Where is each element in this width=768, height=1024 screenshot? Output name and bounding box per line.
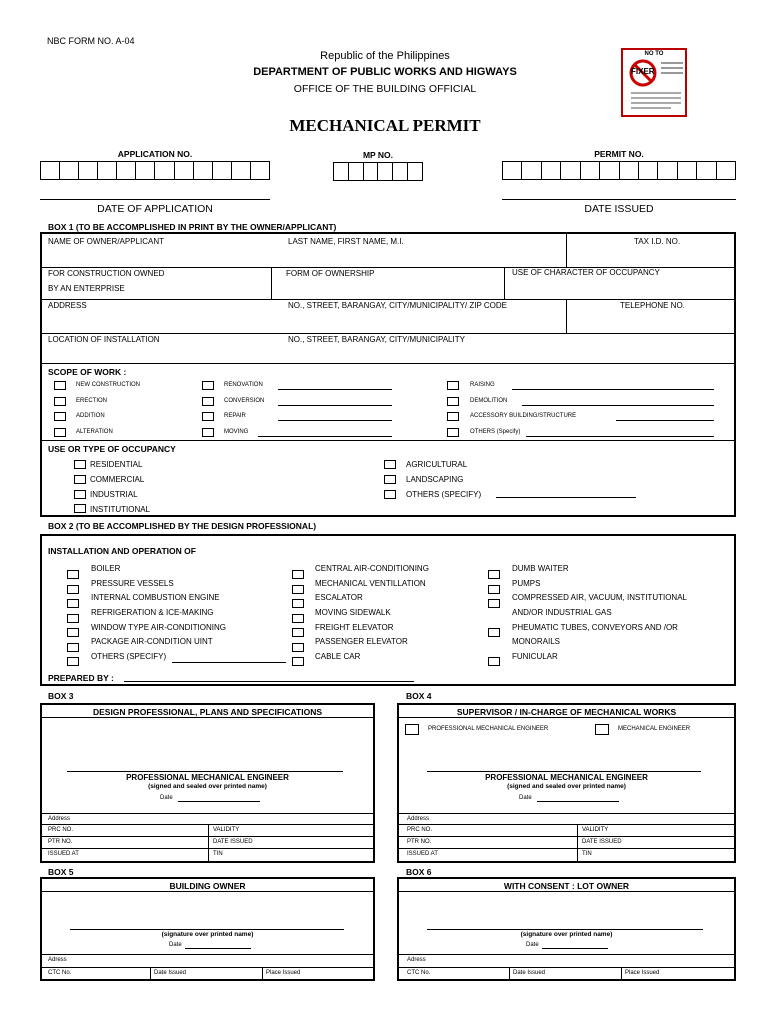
box4-prc-label: PRC NO. — [407, 827, 433, 833]
box4-label: BOX 4 — [406, 691, 432, 701]
box4-validity-label: VALIDITY — [582, 827, 609, 833]
box4-sig-title: PROFESSIONAL MECHANICAL ENGINEER — [485, 773, 648, 782]
logo-word: FIXER — [631, 67, 655, 76]
checkbox-pumps[interactable] — [488, 585, 500, 594]
scope-raising: RAISING — [470, 382, 495, 388]
form-number: NBC FORM NO. A-04 — [47, 36, 135, 46]
office-line: OFFICE OF THE BUILDING OFFICIAL — [293, 83, 477, 95]
box4-heading: SUPERVISOR / IN-CHARGE OF MECHANICAL WORKS — [456, 707, 677, 717]
scope-new-construction: NEW CONSTRUCTION — [76, 382, 140, 388]
box4-issued-at-label: ISSUED AT — [407, 851, 438, 857]
scope-others-line[interactable] — [526, 436, 714, 437]
box3-tin-label: TIN — [213, 851, 223, 857]
prepared-by-line[interactable] — [124, 681, 414, 682]
address-format-label: NO., STREET, BARANGAY, CITY/MUNICIPALITY/ ZIP CODE — [288, 301, 508, 310]
occ-industrial: INDUSTRIAL — [90, 490, 138, 499]
checkbox-dumb-waiter[interactable] — [488, 570, 500, 579]
box6-date-line[interactable] — [542, 948, 608, 949]
box5-signature-line[interactable] — [70, 929, 344, 930]
install-pumps: PUMPS — [512, 579, 541, 588]
box6-sig-sub: (signature over printed name) — [520, 931, 613, 938]
box3-heading: DESIGN PROFESSIONAL, PLANS AND SPECIFICATIONS — [92, 707, 323, 717]
box5-label: BOX 5 — [48, 867, 74, 877]
occ-agricultural: AGRICULTURAL — [406, 460, 468, 469]
form-ownership-label: FORM OF OWNERSHIP — [286, 269, 375, 278]
checkbox-occ-others[interactable] — [384, 490, 396, 499]
republic-line: Republic of the Philippines — [320, 50, 450, 62]
checkbox-professional-me[interactable] — [405, 724, 419, 735]
box6-label: BOX 6 — [406, 867, 432, 877]
scope-addition: ADDITION — [76, 413, 105, 419]
repair-line[interactable] — [278, 420, 392, 421]
box5-address-label: Adress — [48, 957, 67, 963]
install-funicular: FUNICULAR — [512, 652, 558, 661]
install-central-aircon: CENTRAL AIR-CONDITIONING — [315, 564, 429, 573]
scope-repair: REPAIR — [224, 413, 246, 419]
box5-place-issued-label: Place Issued — [266, 970, 301, 976]
checkbox-renovation[interactable] — [202, 381, 214, 390]
box4-date-issued-label: DATE ISSUED — [582, 839, 622, 845]
checkbox-pneumatic-tubes[interactable] — [488, 628, 500, 637]
install-monorails: MONORAILS — [512, 637, 561, 646]
box5-date-line[interactable] — [185, 948, 251, 949]
occupancy-heading: USE OR TYPE OF OCCUPANCY — [48, 444, 176, 454]
box6-heading: WITH CONSENT : LOT OWNER — [503, 881, 630, 891]
box3-date-label: Date — [160, 795, 173, 801]
department-line: DEPARTMENT OF PUBLIC WORKS AND HIGWAYS — [253, 66, 517, 78]
box3-address-label: Address — [48, 816, 71, 822]
scope-accessory: ACCESSORY BUILDING/STRUCTURE — [470, 413, 577, 419]
box3-date-issued-label: DATE ISSUED — [213, 839, 253, 845]
date-of-application-line[interactable] — [40, 199, 270, 200]
checkbox-agricultural[interactable] — [384, 460, 396, 469]
box2-heading: BOX 2 (TO BE ACCOMPLISHED BY THE DESIGN PROFESSIONAL) — [48, 521, 317, 531]
permit-no-label: PERMIT NO. — [594, 149, 644, 159]
checkbox-boiler[interactable] — [67, 570, 79, 579]
install-others-line[interactable] — [172, 662, 286, 663]
telephone-label: TELEPHONE NO. — [620, 301, 685, 310]
checkbox-refrigeration[interactable] — [67, 614, 79, 623]
box4-signature-line[interactable] — [427, 771, 701, 772]
checkbox-freight-elevator[interactable] — [292, 628, 304, 637]
checkbox-escalator[interactable] — [292, 599, 304, 608]
raising-line[interactable] — [512, 389, 714, 390]
checkbox-central-aircon[interactable] — [292, 570, 304, 579]
box3-sig-sub: (signed and sealed over printed name) — [148, 783, 267, 790]
page-title: MECHANICAL PERMIT — [289, 116, 481, 135]
checkbox-residential[interactable] — [74, 460, 86, 469]
box3-label: BOX 3 — [48, 691, 74, 701]
box3 — [40, 703, 375, 863]
box5 — [40, 877, 375, 981]
application-no-label: APPLICATION NO. — [117, 149, 193, 159]
date-of-application-label: DATE OF APPLICATION — [97, 203, 213, 215]
box5-date-issued-label: Date Issued — [154, 970, 187, 976]
box4-address-label: Address — [407, 816, 430, 822]
mp-no-field[interactable] — [333, 162, 423, 181]
occ-institutional: INSTITUTIONAL — [90, 505, 151, 514]
moving-line[interactable] — [258, 436, 392, 437]
occ-others: OTHERS (SPECIFY) — [406, 490, 482, 499]
checkbox-addition[interactable] — [54, 412, 66, 421]
occ-landscaping: LANDSCAPING — [406, 475, 464, 484]
mp-no-label: MP NO. — [362, 150, 394, 160]
checkbox-repair[interactable] — [202, 412, 214, 421]
box3-validity-label: VALIDITY — [213, 827, 240, 833]
checkbox-mechanical-ventilation[interactable] — [292, 585, 304, 594]
box3-signature-line[interactable] — [67, 771, 343, 772]
install-pressure-vessels: PRESSURE VESSELS — [91, 579, 174, 588]
box1 — [40, 232, 736, 517]
box5-date-label: Date — [169, 942, 182, 948]
box4-ptr-label: PTR NO. — [407, 839, 432, 845]
box6-place-issued-label: Place Issued — [625, 970, 660, 976]
checkbox-install-others[interactable] — [67, 657, 79, 666]
location-format-label: NO., STREET, BARANGAY, CITY/MUNICIPALITY — [288, 335, 465, 344]
checkbox-institutional[interactable] — [74, 504, 86, 513]
renovation-line[interactable] — [278, 389, 392, 390]
checkbox-alteration[interactable] — [54, 428, 66, 437]
box5-sig-sub: (signature over printed name) — [161, 931, 254, 938]
install-window-aircon: WINDOW TYPE AIR-CONDITIONING — [91, 623, 226, 632]
conversion-line[interactable] — [278, 405, 392, 406]
box3-issued-at-label: ISSUED AT — [48, 851, 79, 857]
box6 — [397, 877, 736, 981]
checkbox-landscaping[interactable] — [384, 475, 396, 484]
box6-signature-line[interactable] — [427, 929, 703, 930]
checkbox-compressed-air[interactable] — [488, 599, 500, 608]
install-moving-sidewalk: MOVING SIDEWALK — [315, 608, 391, 617]
checkbox-window-aircon[interactable] — [67, 628, 79, 637]
scope-demolition: DEMOLITION — [470, 398, 508, 404]
box4-date-line[interactable] — [537, 801, 619, 802]
occ-commercial: COMMERCIAL — [90, 475, 145, 484]
scope-moving: MOVING — [224, 429, 249, 435]
box4-sig-sub: (signed and sealed over printed name) — [507, 783, 626, 790]
installation-heading: INSTALLATION AND OPERATION OF — [48, 546, 196, 556]
box3-sig-title: PROFESSIONAL MECHANICAL ENGINEER — [126, 773, 289, 782]
checkbox-passenger-elevator[interactable] — [292, 643, 304, 652]
box6-date-issued-label: Date Issued — [513, 970, 546, 976]
checkbox-new-construction[interactable] — [54, 381, 66, 390]
box4-tin-label: TIN — [582, 851, 592, 857]
box4-opt1: PROFESSIONAL MECHANICAL ENGINEER — [428, 726, 549, 732]
box3-prc-label: PRC NO. — [48, 827, 74, 833]
box6-address-label: Adress — [407, 957, 426, 963]
checkbox-conversion[interactable] — [202, 397, 214, 406]
scope-heading: SCOPE OF WORK : — [48, 367, 127, 377]
checkbox-erection[interactable] — [54, 397, 66, 406]
checkbox-mechanical-engineer[interactable] — [595, 724, 609, 735]
install-compressed-air: COMPRESSED AIR, VACUUM, INSTITUTIONAL — [512, 593, 687, 602]
box4 — [397, 703, 736, 863]
scope-conversion: CONVERSION — [224, 398, 265, 404]
tax-id-label: TAX I.D. NO. — [634, 237, 681, 246]
location-label: LOCATION OF INSTALLATION — [48, 335, 160, 344]
demolition-line[interactable] — [522, 405, 714, 406]
date-issued-label: DATE ISSUED — [584, 203, 654, 215]
install-industrial-gas: AND/OR INDUSTRIAL GAS — [512, 608, 612, 617]
construction-owned-label: FOR CONSTRUCTION OWNED — [48, 269, 165, 278]
box6-date-label: Date — [526, 942, 539, 948]
install-refrigeration: REFRIGERATION & ICE-MAKING — [91, 608, 214, 617]
scope-erection: ERECTION — [76, 398, 108, 404]
permit-no-field[interactable] — [502, 161, 736, 180]
prepared-by-label: PREPARED BY : — [48, 673, 114, 683]
box4-opt2: MECHANICAL ENGINEER — [618, 726, 691, 732]
checkbox-scope-others[interactable] — [447, 428, 459, 437]
logo-top-text: NO TO — [644, 51, 664, 57]
by-enterprise-label: BY AN ENTERPRISE — [48, 284, 125, 293]
use-character-label: USE OF CHARACTER OF OCCUPANCY — [512, 268, 660, 277]
scope-renovation: RENOVATION — [224, 382, 263, 388]
box1-heading: BOX 1 (TO BE ACCOMPLISHED IN PRINT BY THE OWNER/APPLICANT) — [48, 222, 337, 232]
checkbox-moving-sidewalk[interactable] — [292, 614, 304, 623]
checkbox-funicular[interactable] — [488, 657, 500, 666]
name-owner-label: NAME OF OWNER/APPLICANT — [48, 237, 165, 246]
box5-heading: BUILDING OWNER — [169, 881, 246, 891]
install-passenger-elevator: PASSENGER ELEVATOR — [315, 637, 408, 646]
accessory-line[interactable] — [616, 420, 714, 421]
checkbox-moving[interactable] — [202, 428, 214, 437]
scope-alteration: ALTERATION — [76, 429, 113, 435]
install-boiler: BOILER — [91, 564, 121, 573]
name-format-label: LAST NAME, FIRST NAME, M.I. — [288, 237, 404, 246]
no-fixer-logo — [621, 48, 687, 117]
date-issued-line[interactable] — [502, 199, 736, 200]
checkbox-demolition[interactable] — [447, 397, 459, 406]
box3-date-line[interactable] — [178, 801, 260, 802]
checkbox-cable-car[interactable] — [292, 657, 304, 666]
checkbox-industrial[interactable] — [74, 490, 86, 499]
box4-date-label: Date — [519, 795, 532, 801]
checkbox-combustion-engine[interactable] — [67, 599, 79, 608]
install-pneumatic-tubes: PHEUMATIC TUBES, CONVEYORS AND /OR — [512, 623, 678, 632]
checkbox-accessory[interactable] — [447, 412, 459, 421]
scope-others: OTHERS (Specify) — [470, 429, 521, 435]
install-cable-car: CABLE CAR — [315, 652, 361, 661]
box3-ptr-label: PTR NO. — [48, 839, 73, 845]
install-dumb-waiter: DUMB WAITER — [512, 564, 569, 573]
checkbox-raising[interactable] — [447, 381, 459, 390]
install-others: OTHERS (SPECIFY) — [91, 652, 167, 661]
install-escalator: ESCALATOR — [315, 593, 363, 602]
install-freight-elevator: FREIGHT ELEVATOR — [315, 623, 394, 632]
install-mechanical-ventilation: MECHANICAL VENTILLATION — [315, 579, 426, 588]
box2 — [40, 534, 736, 686]
box6-ctc-label: CTC No. — [407, 970, 431, 976]
application-no-field[interactable] — [40, 161, 270, 180]
checkbox-commercial[interactable] — [74, 475, 86, 484]
occ-others-line[interactable] — [496, 497, 636, 498]
address-label: ADDRESS — [48, 301, 87, 310]
checkbox-package-aircon[interactable] — [67, 643, 79, 652]
install-package-aircon: PACKAGE AIR-CONDITION UINT — [91, 637, 213, 646]
box5-ctc-label: CTC No. — [48, 970, 72, 976]
occ-residential: RESIDENTIAL — [90, 460, 143, 469]
install-combustion-engine: INTERNAL COMBUSTION ENGINE — [91, 593, 220, 602]
checkbox-pressure-vessels[interactable] — [67, 585, 79, 594]
